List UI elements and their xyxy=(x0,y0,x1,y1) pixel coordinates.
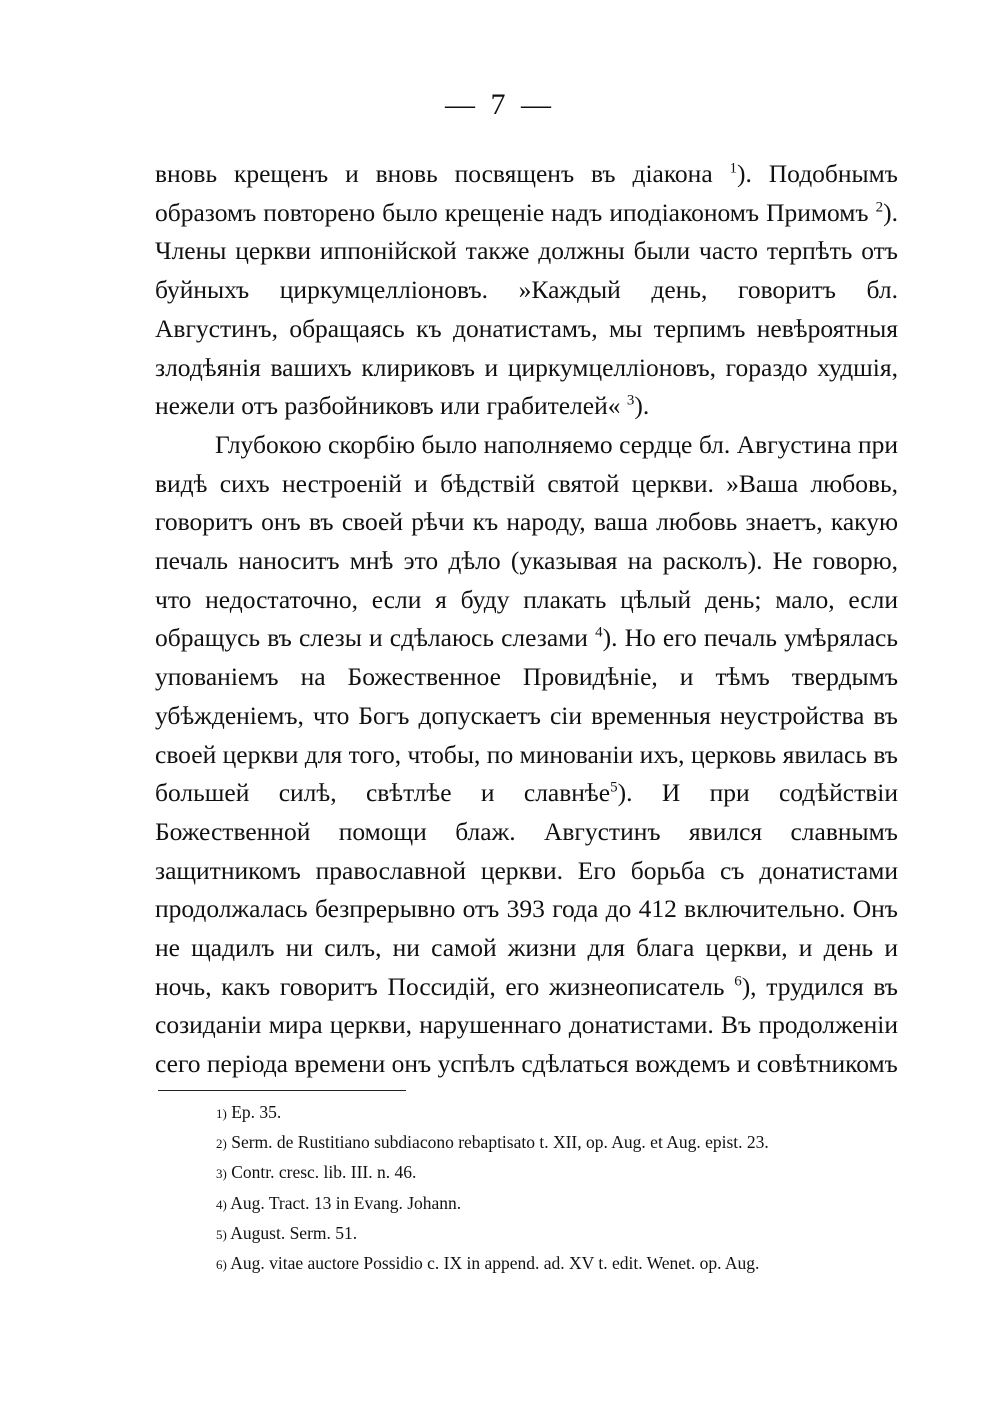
text-run: Глубокою скорбію было наполняемо сердце бл. Августина при видѣ сихъ нестроеній и бѣдствій святой церкви. »Ваша любовь, говоритъ онъ въ своей рѣчи къ народу, ваша любовь знаетъ, какую печаль наноситъ мнѣ это дѣло (указывая на расколъ). Не говорю, что недостаточно, если я буду плакать цѣлый день; мало, если обращусь въ слезы и сдѣлаюсь слезами xyxy=(155,429,898,653)
footnote-mark: 4) xyxy=(216,1196,227,1212)
footnote-mark: 2) xyxy=(216,1136,227,1152)
footnote-reference: 5 xyxy=(610,779,618,796)
paragraph xyxy=(155,155,898,426)
footnote-text: Serm. de Rustitiano subdiacono rebaptisato t. XII, op. Aug. et Aug. epist. 23. xyxy=(231,1132,769,1153)
footnote-reference: 3 xyxy=(626,392,635,409)
text-run: ). xyxy=(634,391,650,421)
page-number: — 7 — xyxy=(445,88,555,121)
footnote-reference: 2 xyxy=(875,199,884,216)
footnote-divider xyxy=(158,1090,406,1091)
footnote-text: August. Serm. 51. xyxy=(230,1222,358,1243)
footnote xyxy=(158,1098,903,1128)
footnote-text: Contr. cresc. lib. III. n. 46. xyxy=(231,1162,417,1183)
footnote-reference: 4 xyxy=(595,624,603,641)
text-run: ). Подобнымъ образомъ повторено было крещеніе надъ иподіакономъ Примомъ xyxy=(155,159,898,227)
footnote xyxy=(158,1219,903,1249)
text-run: ), трудился въ созиданіи мира церкви, нарушеннаго донатистами. Въ продолженіи сего періода времени онъ успѣлъ сдѣлаться вождемъ и совѣтникомъ xyxy=(155,971,898,1079)
footnote-mark: 1) xyxy=(216,1106,227,1121)
body-text xyxy=(155,155,898,1084)
footnote xyxy=(158,1189,903,1219)
footnotes xyxy=(158,1098,903,1279)
footnote-mark: 3) xyxy=(216,1166,227,1182)
footnote-reference: 1 xyxy=(729,160,738,177)
footnote-reference: 6 xyxy=(734,973,742,990)
footnote-mark: 5) xyxy=(216,1226,227,1242)
text-run: вновь крещенъ и вновь посвященъ въ діакона xyxy=(155,159,730,188)
footnote-text: Aug. vitae auctore Possidio c. IX in append. ad. XV t. edit. Wenet. op. Aug. xyxy=(230,1253,760,1274)
text-run: ). И при содѣйствіи Божественной помощи блаж. Августинъ явился славнымъ защитникомъ православной церкви. Его борьба съ донатистами продолжалась безпрерывно отъ 393 года до 412 включительно. Онъ не щадилъ ни силъ, ни самой жизни для блага церкви, и день и ночь, какъ говоритъ Поссидій, его жизнеописатель xyxy=(155,778,899,1001)
footnote-text: Aug. Tract. 13 in Evang. Johann. xyxy=(230,1192,462,1213)
text-run: ). Но его печаль умѣрялась упованіемъ на Божественное Провидѣніе, и тѣмъ твердымъ убѣжденіемъ, что Богъ допускаетъ сіи временныя неустройства въ своей церкви для того, чтобы, по минованіи ихъ, церковь явилась въ большей силѣ, свѣтлѣе и славнѣе xyxy=(155,623,898,808)
footnote-text: Ep. 35. xyxy=(231,1102,282,1122)
footnote xyxy=(158,1128,903,1158)
footnote-mark: 6) xyxy=(216,1257,227,1273)
text-run: ). Члены церкви иппонійской также должны были часто терпѣть отъ буйныхъ циркумцелліоновъ. »Каждый день, говоритъ бл. Августинъ, обращаясь къ донатистамъ, мы терпимъ невѣроятныя злодѣянія вашихъ клириковъ и циркумцелліоновъ, гораздо худшія, нежели отъ разбойниковъ или грабителей« xyxy=(155,197,898,421)
footnote xyxy=(158,1249,903,1279)
footnote xyxy=(158,1158,903,1188)
paragraph xyxy=(155,426,898,1084)
